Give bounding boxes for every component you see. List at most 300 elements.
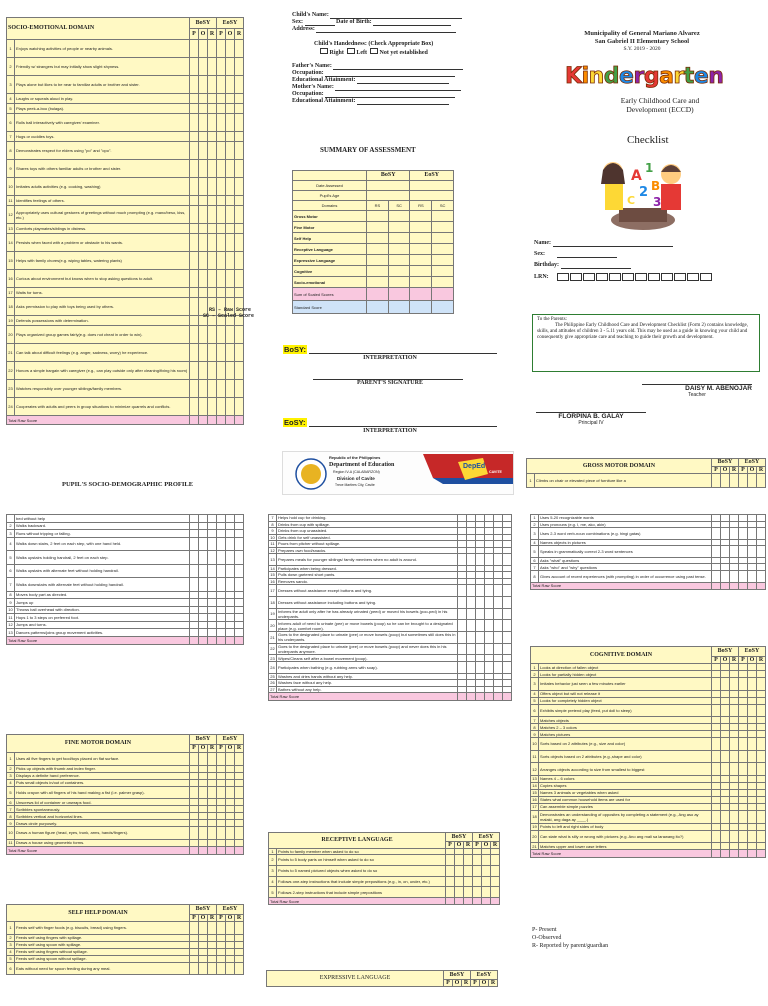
summary-cell[interactable] bbox=[367, 244, 389, 255]
check-cell[interactable] bbox=[208, 839, 217, 846]
check-cell[interactable] bbox=[721, 697, 730, 704]
check-cell[interactable] bbox=[226, 827, 235, 840]
check-cell[interactable] bbox=[476, 661, 485, 673]
check-cell[interactable] bbox=[226, 551, 235, 565]
check-cell[interactable] bbox=[190, 298, 199, 316]
check-cell[interactable] bbox=[757, 782, 766, 789]
check-cell[interactable] bbox=[199, 786, 208, 799]
check-cell[interactable] bbox=[739, 763, 748, 776]
check-cell[interactable] bbox=[208, 786, 217, 799]
check-cell[interactable] bbox=[494, 608, 503, 620]
check-cell[interactable] bbox=[503, 620, 512, 632]
lrn-digit-box[interactable] bbox=[661, 273, 673, 281]
check-cell[interactable] bbox=[226, 380, 235, 398]
check-cell[interactable] bbox=[235, 753, 244, 766]
check-cell[interactable] bbox=[757, 697, 766, 704]
check-cell[interactable] bbox=[467, 661, 476, 673]
check-cell[interactable] bbox=[473, 865, 482, 876]
check-cell[interactable] bbox=[235, 948, 244, 955]
check-cell[interactable] bbox=[730, 775, 739, 782]
check-cell[interactable] bbox=[235, 621, 244, 629]
check-cell[interactable] bbox=[199, 753, 208, 766]
check-cell[interactable] bbox=[712, 823, 721, 830]
check-cell[interactable] bbox=[730, 690, 739, 697]
check-cell[interactable] bbox=[235, 196, 244, 206]
check-cell[interactable] bbox=[208, 799, 217, 806]
check-cell[interactable] bbox=[190, 326, 199, 344]
check-cell[interactable] bbox=[199, 839, 208, 846]
summary-cell[interactable] bbox=[432, 277, 454, 288]
check-cell[interactable] bbox=[199, 941, 208, 948]
check-cell[interactable] bbox=[199, 606, 208, 614]
check-cell[interactable] bbox=[208, 772, 217, 779]
check-cell[interactable] bbox=[235, 839, 244, 846]
check-cell[interactable] bbox=[217, 178, 226, 196]
check-cell[interactable] bbox=[503, 585, 512, 597]
check-cell[interactable] bbox=[235, 515, 244, 523]
check-cell[interactable] bbox=[748, 796, 757, 803]
check-cell[interactable] bbox=[491, 876, 500, 887]
check-cell[interactable] bbox=[226, 614, 235, 622]
check-cell[interactable] bbox=[748, 823, 757, 830]
check-cell[interactable] bbox=[190, 537, 199, 551]
check-cell[interactable] bbox=[757, 738, 766, 751]
check-cell[interactable] bbox=[199, 820, 208, 827]
check-cell[interactable] bbox=[721, 763, 730, 776]
summary-cell[interactable] bbox=[367, 211, 389, 222]
check-cell[interactable] bbox=[485, 661, 494, 673]
check-cell[interactable] bbox=[208, 58, 217, 76]
check-cell[interactable] bbox=[190, 827, 199, 840]
check-cell[interactable] bbox=[208, 621, 217, 629]
check-cell[interactable] bbox=[458, 585, 467, 597]
check-cell[interactable] bbox=[217, 270, 226, 288]
check-cell[interactable] bbox=[721, 830, 730, 843]
check-cell[interactable] bbox=[721, 570, 730, 582]
check-cell[interactable] bbox=[190, 160, 199, 178]
check-cell[interactable] bbox=[235, 629, 244, 637]
check-cell[interactable] bbox=[226, 58, 235, 76]
check-cell[interactable] bbox=[208, 537, 217, 551]
check-cell[interactable] bbox=[199, 827, 208, 840]
check-cell[interactable] bbox=[199, 955, 208, 962]
check-cell[interactable] bbox=[739, 796, 748, 803]
check-cell[interactable] bbox=[226, 234, 235, 252]
check-cell[interactable] bbox=[208, 160, 217, 178]
check-cell[interactable] bbox=[730, 474, 739, 488]
check-cell[interactable] bbox=[235, 76, 244, 94]
check-cell[interactable] bbox=[757, 570, 766, 582]
check-cell[interactable] bbox=[235, 94, 244, 104]
bosy-line[interactable] bbox=[309, 349, 497, 354]
check-cell[interactable] bbox=[190, 591, 199, 599]
check-cell[interactable] bbox=[476, 596, 485, 608]
check-cell[interactable] bbox=[217, 398, 226, 416]
check-cell[interactable] bbox=[199, 178, 208, 196]
check-cell[interactable] bbox=[208, 224, 217, 234]
check-cell[interactable] bbox=[494, 643, 503, 655]
check-cell[interactable] bbox=[494, 596, 503, 608]
check-cell[interactable] bbox=[226, 270, 235, 288]
check-cell[interactable] bbox=[226, 599, 235, 607]
check-cell[interactable] bbox=[748, 678, 757, 691]
check-cell[interactable] bbox=[235, 288, 244, 298]
check-cell[interactable] bbox=[757, 474, 766, 488]
check-cell[interactable] bbox=[721, 664, 730, 671]
check-cell[interactable] bbox=[748, 528, 757, 540]
check-cell[interactable] bbox=[226, 948, 235, 955]
check-cell[interactable] bbox=[739, 738, 748, 751]
check-cell[interactable] bbox=[748, 750, 757, 763]
check-cell[interactable] bbox=[712, 724, 721, 731]
check-cell[interactable] bbox=[199, 578, 208, 592]
check-cell[interactable] bbox=[199, 76, 208, 94]
cover-birthday-field[interactable] bbox=[561, 264, 631, 269]
check-cell[interactable] bbox=[739, 810, 748, 823]
check-cell[interactable] bbox=[217, 114, 226, 132]
check-cell[interactable] bbox=[199, 614, 208, 622]
check-cell[interactable] bbox=[464, 887, 473, 898]
check-cell[interactable] bbox=[208, 380, 217, 398]
summary-cell[interactable] bbox=[432, 266, 454, 277]
check-cell[interactable] bbox=[190, 380, 199, 398]
check-cell[interactable] bbox=[190, 629, 199, 637]
check-cell[interactable] bbox=[467, 608, 476, 620]
check-cell[interactable] bbox=[721, 823, 730, 830]
check-cell[interactable] bbox=[190, 578, 199, 592]
check-cell[interactable] bbox=[748, 724, 757, 731]
check-cell[interactable] bbox=[730, 717, 739, 724]
check-cell[interactable] bbox=[235, 551, 244, 565]
check-cell[interactable] bbox=[712, 763, 721, 776]
check-cell[interactable] bbox=[485, 585, 494, 597]
check-cell[interactable] bbox=[190, 76, 199, 94]
lrn-digit-box[interactable] bbox=[635, 273, 647, 281]
check-cell[interactable] bbox=[226, 578, 235, 592]
summary-cell[interactable] bbox=[410, 233, 432, 244]
check-cell[interactable] bbox=[226, 160, 235, 178]
check-cell[interactable] bbox=[757, 789, 766, 796]
check-cell[interactable] bbox=[730, 546, 739, 558]
check-cell[interactable] bbox=[208, 252, 217, 270]
lrn-digit-box[interactable] bbox=[570, 273, 582, 281]
check-cell[interactable] bbox=[739, 823, 748, 830]
check-cell[interactable] bbox=[712, 717, 721, 724]
check-cell[interactable] bbox=[757, 810, 766, 823]
check-cell[interactable] bbox=[235, 522, 244, 530]
check-cell[interactable] bbox=[235, 606, 244, 614]
check-cell[interactable] bbox=[476, 585, 485, 597]
check-cell[interactable] bbox=[503, 554, 512, 566]
check-cell[interactable] bbox=[712, 750, 721, 763]
check-cell[interactable] bbox=[757, 750, 766, 763]
check-cell[interactable] bbox=[730, 697, 739, 704]
check-cell[interactable] bbox=[712, 782, 721, 789]
check-cell[interactable] bbox=[217, 922, 226, 935]
check-cell[interactable] bbox=[208, 94, 217, 104]
check-cell[interactable] bbox=[235, 114, 244, 132]
check-cell[interactable] bbox=[190, 753, 199, 766]
check-cell[interactable] bbox=[721, 546, 730, 558]
check-cell[interactable] bbox=[199, 252, 208, 270]
check-cell[interactable] bbox=[730, 796, 739, 803]
check-cell[interactable] bbox=[208, 398, 217, 416]
check-cell[interactable] bbox=[473, 876, 482, 887]
check-cell[interactable] bbox=[208, 515, 217, 523]
check-cell[interactable] bbox=[217, 326, 226, 344]
summary-cell[interactable] bbox=[410, 266, 432, 277]
check-cell[interactable] bbox=[721, 843, 730, 850]
check-cell[interactable] bbox=[730, 570, 739, 582]
check-cell[interactable] bbox=[757, 843, 766, 850]
check-cell[interactable] bbox=[730, 810, 739, 823]
check-cell[interactable] bbox=[226, 522, 235, 530]
check-cell[interactable] bbox=[226, 530, 235, 538]
check-cell[interactable] bbox=[199, 114, 208, 132]
check-cell[interactable] bbox=[473, 855, 482, 866]
summary-cell[interactable] bbox=[432, 211, 454, 222]
check-cell[interactable] bbox=[190, 178, 199, 196]
check-cell[interactable] bbox=[476, 620, 485, 632]
check-cell[interactable] bbox=[482, 876, 491, 887]
check-cell[interactable] bbox=[730, 738, 739, 751]
check-cell[interactable] bbox=[476, 554, 485, 566]
check-cell[interactable] bbox=[748, 738, 757, 751]
check-cell[interactable] bbox=[458, 596, 467, 608]
check-cell[interactable] bbox=[208, 114, 217, 132]
check-cell[interactable] bbox=[458, 620, 467, 632]
check-cell[interactable] bbox=[190, 344, 199, 362]
check-cell[interactable] bbox=[226, 813, 235, 820]
check-cell[interactable] bbox=[235, 813, 244, 820]
check-cell[interactable] bbox=[494, 620, 503, 632]
check-cell[interactable] bbox=[217, 606, 226, 614]
check-cell[interactable] bbox=[199, 806, 208, 813]
summary-cell[interactable] bbox=[388, 244, 410, 255]
check-cell[interactable] bbox=[190, 196, 199, 206]
check-cell[interactable] bbox=[235, 591, 244, 599]
check-cell[interactable] bbox=[476, 631, 485, 643]
check-cell[interactable] bbox=[235, 799, 244, 806]
check-cell[interactable] bbox=[730, 750, 739, 763]
lrn-digit-box[interactable] bbox=[596, 273, 608, 281]
check-cell[interactable] bbox=[226, 591, 235, 599]
check-cell[interactable] bbox=[235, 806, 244, 813]
check-cell[interactable] bbox=[464, 876, 473, 887]
check-cell[interactable] bbox=[226, 922, 235, 935]
check-cell[interactable] bbox=[730, 843, 739, 850]
check-cell[interactable] bbox=[217, 132, 226, 142]
check-cell[interactable] bbox=[748, 775, 757, 782]
check-cell[interactable] bbox=[199, 206, 208, 224]
check-cell[interactable] bbox=[757, 546, 766, 558]
check-cell[interactable] bbox=[190, 270, 199, 288]
check-cell[interactable] bbox=[208, 522, 217, 530]
check-cell[interactable] bbox=[739, 546, 748, 558]
check-cell[interactable] bbox=[712, 697, 721, 704]
summary-cell[interactable] bbox=[367, 277, 389, 288]
check-cell[interactable] bbox=[757, 775, 766, 782]
check-cell[interactable] bbox=[494, 554, 503, 566]
check-cell[interactable] bbox=[217, 786, 226, 799]
check-cell[interactable] bbox=[217, 599, 226, 607]
check-cell[interactable] bbox=[739, 830, 748, 843]
check-cell[interactable] bbox=[235, 537, 244, 551]
check-cell[interactable] bbox=[712, 789, 721, 796]
check-cell[interactable] bbox=[217, 362, 226, 380]
check-cell[interactable] bbox=[748, 474, 757, 488]
check-cell[interactable] bbox=[712, 738, 721, 751]
not-established-checkbox[interactable] bbox=[370, 48, 378, 54]
check-cell[interactable] bbox=[503, 661, 512, 673]
check-cell[interactable] bbox=[226, 224, 235, 234]
check-cell[interactable] bbox=[235, 362, 244, 380]
check-cell[interactable] bbox=[712, 546, 721, 558]
check-cell[interactable] bbox=[739, 789, 748, 796]
check-cell[interactable] bbox=[190, 813, 199, 820]
check-cell[interactable] bbox=[199, 362, 208, 380]
check-cell[interactable] bbox=[748, 731, 757, 738]
check-cell[interactable] bbox=[217, 515, 226, 523]
check-cell[interactable] bbox=[190, 934, 199, 941]
cover-sex-field[interactable] bbox=[557, 253, 617, 258]
check-cell[interactable] bbox=[199, 537, 208, 551]
check-cell[interactable] bbox=[217, 772, 226, 779]
check-cell[interactable] bbox=[226, 786, 235, 799]
check-cell[interactable] bbox=[235, 614, 244, 622]
check-cell[interactable] bbox=[235, 326, 244, 344]
check-cell[interactable] bbox=[235, 941, 244, 948]
check-cell[interactable] bbox=[199, 344, 208, 362]
address-field[interactable] bbox=[316, 28, 456, 33]
check-cell[interactable] bbox=[208, 765, 217, 772]
check-cell[interactable] bbox=[208, 806, 217, 813]
check-cell[interactable] bbox=[491, 887, 500, 898]
lrn-digit-box[interactable] bbox=[583, 273, 595, 281]
check-cell[interactable] bbox=[199, 224, 208, 234]
check-cell[interactable] bbox=[226, 76, 235, 94]
check-cell[interactable] bbox=[485, 608, 494, 620]
check-cell[interactable] bbox=[199, 813, 208, 820]
check-cell[interactable] bbox=[226, 606, 235, 614]
summary-cell[interactable] bbox=[410, 244, 432, 255]
check-cell[interactable] bbox=[235, 344, 244, 362]
check-cell[interactable] bbox=[217, 955, 226, 962]
check-cell[interactable] bbox=[491, 865, 500, 876]
check-cell[interactable] bbox=[485, 596, 494, 608]
check-cell[interactable] bbox=[482, 887, 491, 898]
check-cell[interactable] bbox=[712, 570, 721, 582]
check-cell[interactable] bbox=[217, 578, 226, 592]
check-cell[interactable] bbox=[235, 270, 244, 288]
check-cell[interactable] bbox=[190, 962, 199, 975]
check-cell[interactable] bbox=[730, 830, 739, 843]
check-cell[interactable] bbox=[226, 820, 235, 827]
check-cell[interactable] bbox=[235, 530, 244, 538]
check-cell[interactable] bbox=[721, 738, 730, 751]
check-cell[interactable] bbox=[208, 104, 217, 114]
check-cell[interactable] bbox=[217, 40, 226, 58]
check-cell[interactable] bbox=[199, 922, 208, 935]
check-cell[interactable] bbox=[217, 564, 226, 578]
summary-cell[interactable] bbox=[388, 233, 410, 244]
check-cell[interactable] bbox=[217, 799, 226, 806]
check-cell[interactable] bbox=[757, 690, 766, 697]
check-cell[interactable] bbox=[748, 717, 757, 724]
check-cell[interactable] bbox=[503, 643, 512, 655]
check-cell[interactable] bbox=[739, 474, 748, 488]
check-cell[interactable] bbox=[712, 775, 721, 782]
check-cell[interactable] bbox=[446, 876, 455, 887]
check-cell[interactable] bbox=[208, 922, 217, 935]
check-cell[interactable] bbox=[467, 643, 476, 655]
check-cell[interactable] bbox=[748, 763, 757, 776]
check-cell[interactable] bbox=[721, 782, 730, 789]
summary-cell[interactable] bbox=[410, 222, 432, 233]
check-cell[interactable] bbox=[190, 606, 199, 614]
check-cell[interactable] bbox=[208, 955, 217, 962]
check-cell[interactable] bbox=[226, 114, 235, 132]
check-cell[interactable] bbox=[235, 224, 244, 234]
check-cell[interactable] bbox=[217, 551, 226, 565]
check-cell[interactable] bbox=[730, 823, 739, 830]
check-cell[interactable] bbox=[730, 671, 739, 678]
check-cell[interactable] bbox=[208, 753, 217, 766]
check-cell[interactable] bbox=[226, 344, 235, 362]
check-cell[interactable] bbox=[217, 160, 226, 178]
check-cell[interactable] bbox=[199, 779, 208, 786]
check-cell[interactable] bbox=[712, 678, 721, 691]
left-checkbox[interactable] bbox=[347, 48, 355, 54]
check-cell[interactable] bbox=[712, 810, 721, 823]
check-cell[interactable] bbox=[721, 704, 730, 717]
check-cell[interactable] bbox=[226, 941, 235, 948]
check-cell[interactable] bbox=[467, 554, 476, 566]
check-cell[interactable] bbox=[190, 40, 199, 58]
check-cell[interactable] bbox=[226, 515, 235, 523]
check-cell[interactable] bbox=[217, 252, 226, 270]
check-cell[interactable] bbox=[226, 252, 235, 270]
check-cell[interactable] bbox=[730, 704, 739, 717]
check-cell[interactable] bbox=[739, 717, 748, 724]
summary-cell[interactable] bbox=[367, 266, 389, 277]
check-cell[interactable] bbox=[190, 132, 199, 142]
check-cell[interactable] bbox=[226, 839, 235, 846]
check-cell[interactable] bbox=[235, 820, 244, 827]
check-cell[interactable] bbox=[721, 528, 730, 540]
check-cell[interactable] bbox=[199, 772, 208, 779]
check-cell[interactable] bbox=[199, 160, 208, 178]
check-cell[interactable] bbox=[208, 178, 217, 196]
check-cell[interactable] bbox=[208, 564, 217, 578]
check-cell[interactable] bbox=[739, 697, 748, 704]
check-cell[interactable] bbox=[190, 772, 199, 779]
check-cell[interactable] bbox=[712, 528, 721, 540]
check-cell[interactable] bbox=[503, 631, 512, 643]
check-cell[interactable] bbox=[226, 398, 235, 416]
summary-cell[interactable] bbox=[388, 266, 410, 277]
check-cell[interactable] bbox=[235, 934, 244, 941]
check-cell[interactable] bbox=[199, 599, 208, 607]
check-cell[interactable] bbox=[235, 765, 244, 772]
check-cell[interactable] bbox=[208, 827, 217, 840]
lrn-digit-box[interactable] bbox=[557, 273, 569, 281]
check-cell[interactable] bbox=[199, 962, 208, 975]
check-cell[interactable] bbox=[494, 631, 503, 643]
check-cell[interactable] bbox=[235, 779, 244, 786]
check-cell[interactable] bbox=[485, 620, 494, 632]
check-cell[interactable] bbox=[208, 288, 217, 298]
